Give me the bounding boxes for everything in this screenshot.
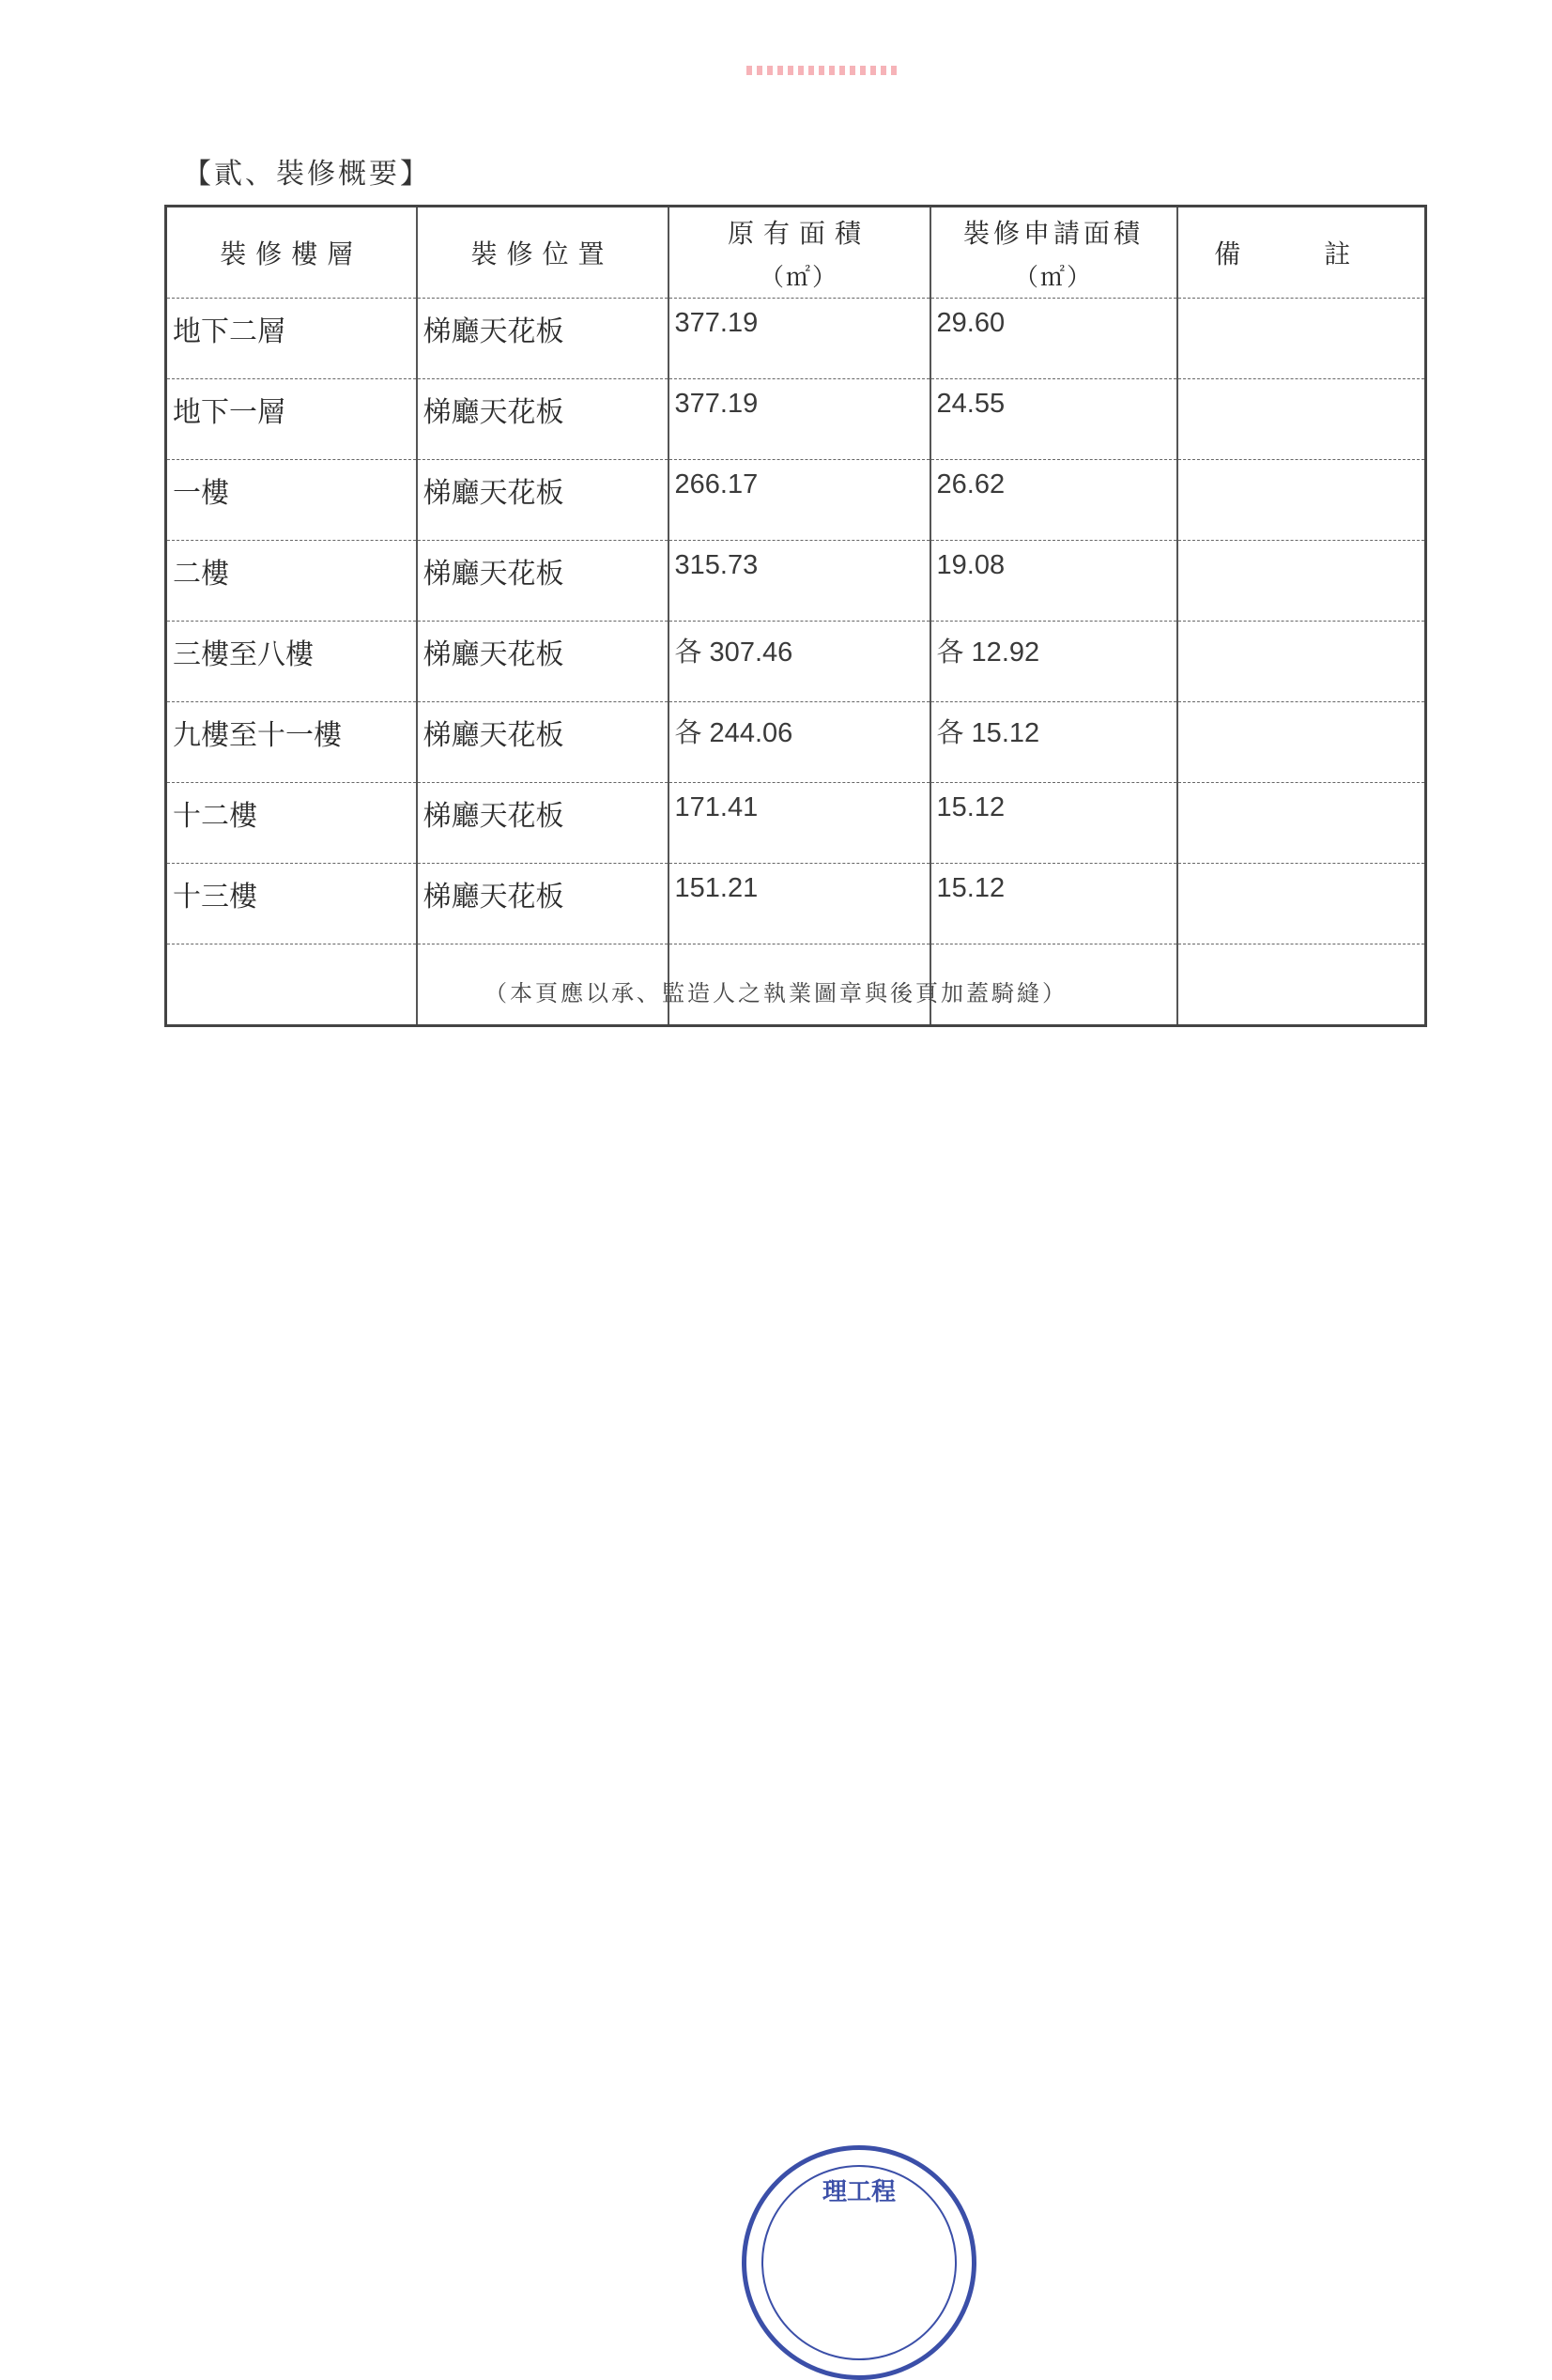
applied-area-cell: 15.12 (930, 864, 1177, 944)
applied-area-cell: 各 15.12 (930, 702, 1177, 783)
floor-cell: 地下一層 (166, 379, 417, 460)
remarks-cell (1177, 379, 1426, 460)
applied-area-cell: 各 12.92 (930, 622, 1177, 702)
table-row (166, 299, 1426, 379)
remarks-cell (1177, 460, 1426, 541)
original-area-cell: 各 307.46 (668, 622, 930, 702)
remarks-cell (1177, 622, 1426, 702)
footnote: （本頁應以承、監造人之執業圖章與後頁加蓋騎縫） (484, 980, 1068, 1006)
location-cell: 梯廳天花板 (417, 460, 668, 541)
remarks-cell (1177, 702, 1426, 783)
location-cell: 梯廳天花板 (417, 783, 668, 864)
location-cell: 梯廳天花板 (417, 541, 668, 622)
header-location: 裝修位置 (417, 207, 668, 299)
floor-cell: 十二樓 (166, 783, 417, 864)
original-area-cell: 377.19 (668, 299, 930, 379)
table-row (166, 864, 1426, 944)
original-area-cell: 266.17 (668, 460, 930, 541)
table-row (166, 460, 1426, 541)
applied-area-cell: 26.62 (930, 460, 1177, 541)
renovation-summary-table (164, 205, 1424, 1027)
remarks-cell (1177, 299, 1426, 379)
section-title: 【貳、裝修概要】 (183, 158, 431, 191)
original-area-cell: 315.73 (668, 541, 930, 622)
applied-area-cell: 15.12 (930, 783, 1177, 864)
table-row (166, 622, 1426, 702)
applied-area-cell: 19.08 (930, 541, 1177, 622)
remarks-cell (1177, 541, 1426, 622)
applied-area-cell: 29.60 (930, 299, 1177, 379)
engineer-seal: 理工程 (742, 2145, 976, 2380)
floor-cell: 二樓 (166, 541, 417, 622)
location-cell: 梯廳天花板 (417, 379, 668, 460)
floor-cell: 三樓至八樓 (166, 622, 417, 702)
remarks-cell (1177, 783, 1426, 864)
applied-area-cell: 24.55 (930, 379, 1177, 460)
red-stamp-mark (746, 66, 897, 75)
floor-cell: 九樓至十一樓 (166, 702, 417, 783)
table-header-row (166, 207, 1426, 299)
header-floor: 裝修樓層 (166, 207, 417, 299)
original-area-cell: 377.19 (668, 379, 930, 460)
original-area-cell: 151.21 (668, 864, 930, 944)
location-cell: 梯廳天花板 (417, 622, 668, 702)
header-remarks: 備 註 (1177, 207, 1426, 299)
location-cell: 梯廳天花板 (417, 702, 668, 783)
header-original-area: 原有面積 （㎡） (668, 207, 930, 299)
table-row (166, 541, 1426, 622)
floor-cell: 十三樓 (166, 864, 417, 944)
remarks-cell (1177, 864, 1426, 944)
table-row (166, 379, 1426, 460)
location-cell: 梯廳天花板 (417, 864, 668, 944)
floor-cell: 地下二層 (166, 299, 417, 379)
original-area-cell: 各 244.06 (668, 702, 930, 783)
table-row (166, 702, 1426, 783)
floor-cell: 一樓 (166, 460, 417, 541)
original-area-cell: 171.41 (668, 783, 930, 864)
header-applied-area: 裝修申請面積 （㎡） (930, 207, 1177, 299)
table-row (166, 783, 1426, 864)
location-cell: 梯廳天花板 (417, 299, 668, 379)
